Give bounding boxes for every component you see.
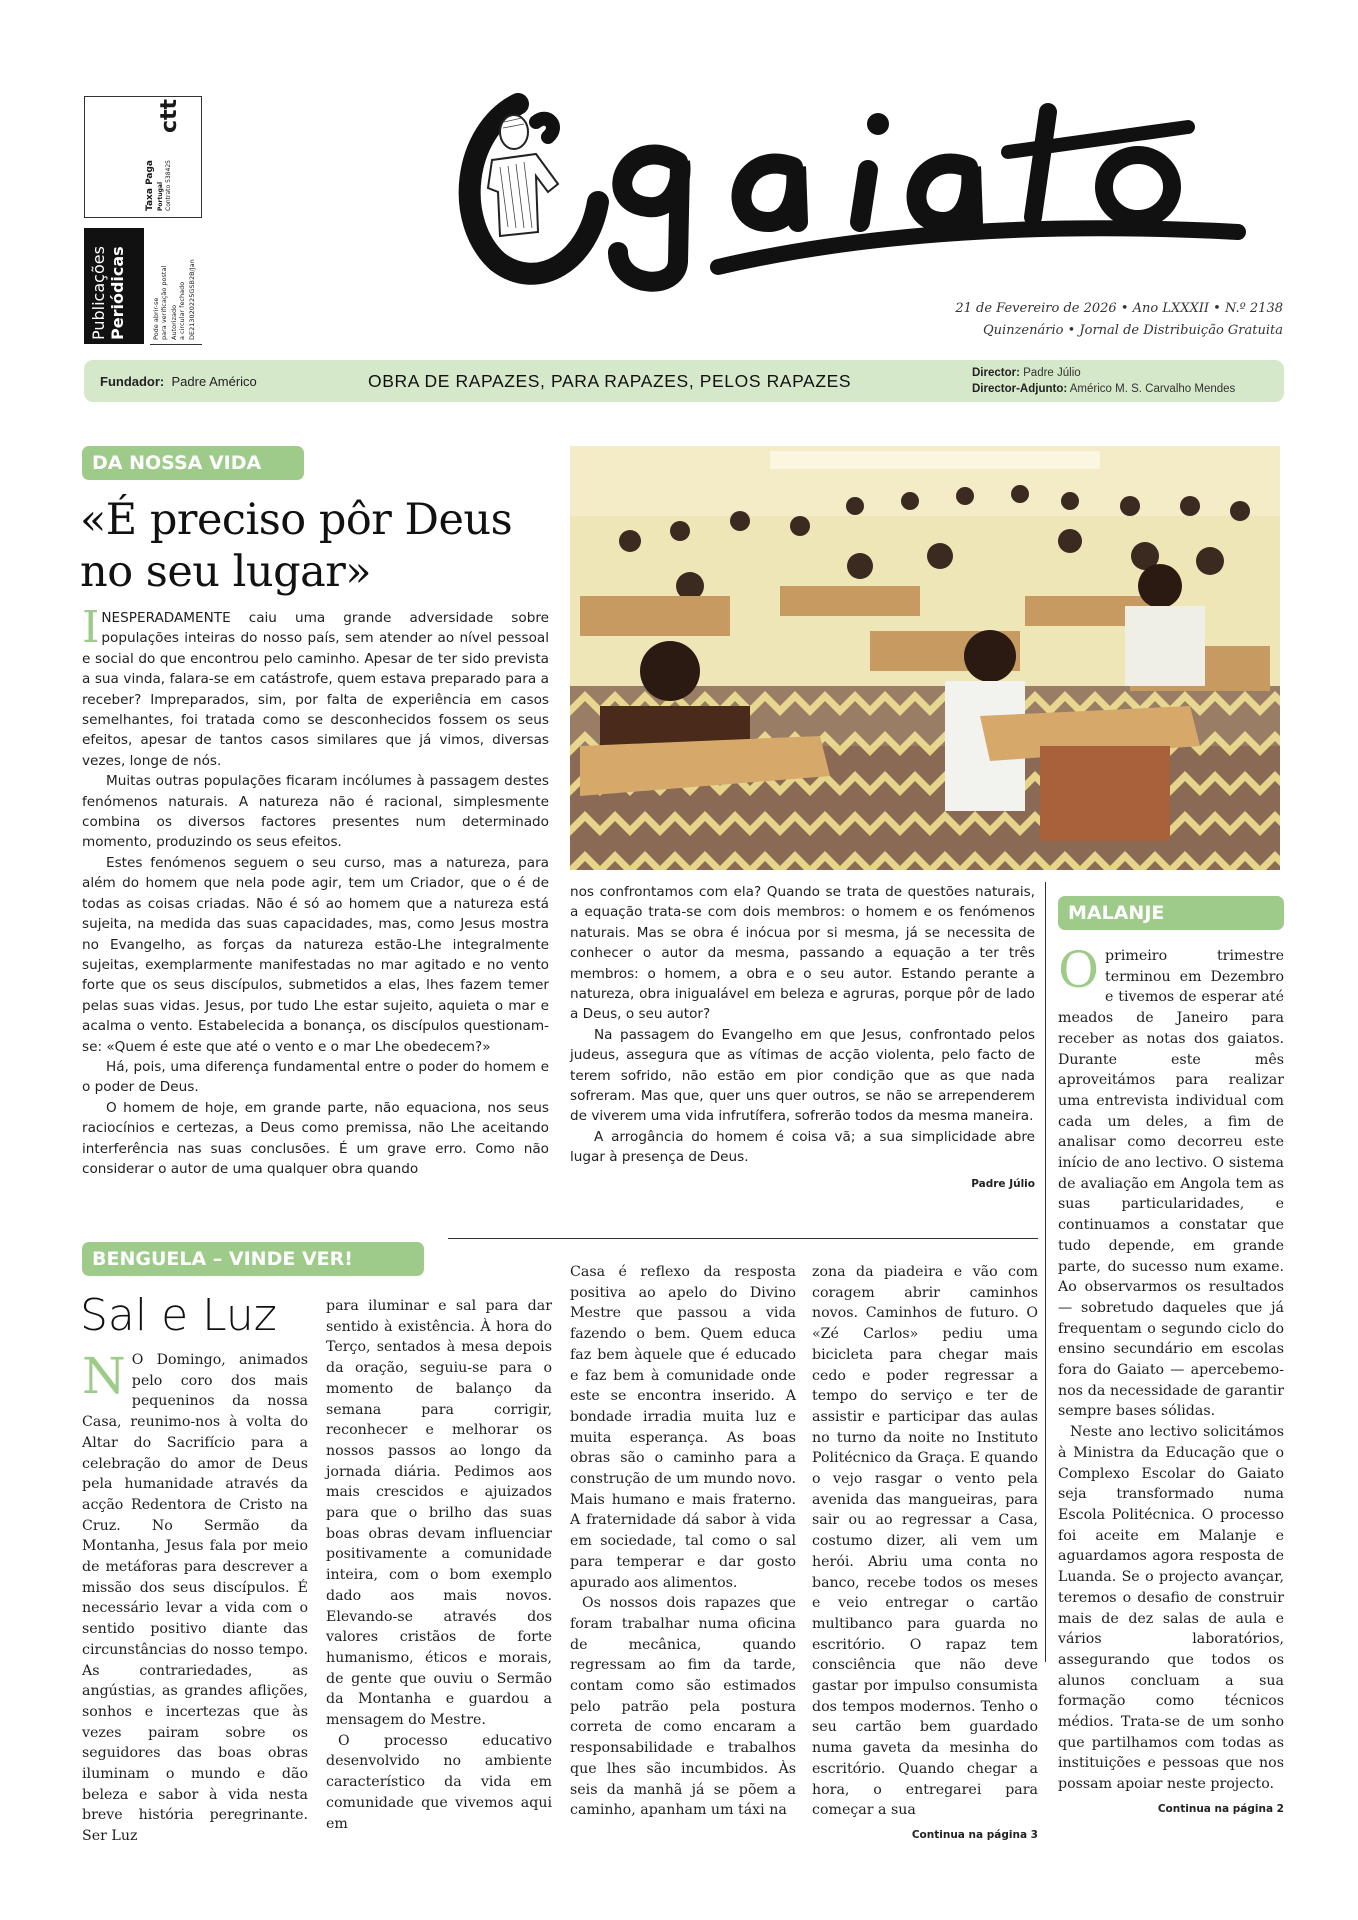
postal-notes: [150, 228, 202, 345]
continues-link[interactable]: Continua na página 2: [1157, 1802, 1284, 1815]
issue-meta-line1: [955, 298, 1283, 320]
postal-country: Portugal: [157, 181, 164, 211]
directors: [972, 365, 1235, 397]
article3-column-1: [82, 1347, 308, 1847]
postal-contract: Contrato 538425: [165, 160, 172, 211]
issue-frequency: Quinzenário: [983, 323, 1064, 338]
postal-note: a circular fechado: [178, 281, 186, 340]
postal-note: DE213020225GSB2B/Jan: [188, 259, 196, 340]
director: [972, 365, 1235, 381]
postal-note: para verificação postal: [160, 265, 168, 340]
postal-ctt-box: [84, 96, 202, 218]
section-tag-da-nossa-vida: DA NOSSA VIDA: [82, 446, 304, 480]
founder-name: Padre Américo: [171, 374, 257, 389]
article1-paragraph: O homem de hoje, em grande parte, não equaciona, nos seus raciocínios e certezas, a Deus como premissa, não Lhe aceitando interferência nas suas conclusões. É um grave erro. Como não considerar o autor de uma qualquer obra quando: [82, 1099, 549, 1177]
article2-paragraph: Neste ano lectivo solicitámos à Ministra da Educação que o Complexo Escolar do Gaiato seja transformado numa Escola Politécnica. O processo foi aceite em Malanje e aguardamos agora resposta de Luanda. Se o projecto avançar, teremos o desafio de construir mais de dez salas de aula e vários laboratórios, assegurando que todos os alunos concluam a sua formação como técnicos médios. Trata-se de um sonho que partilhamos com todas as instituições e pessoas que nos possam apoiar neste projecto.: [1058, 1424, 1284, 1793]
publicacoes-label: Publicações: [89, 246, 108, 340]
motto: OBRA DE RAPAZES, PARA RAPAZES, PELOS RAPAZES: [368, 371, 852, 391]
publicacoes-periodicas-box: [84, 228, 144, 344]
article1-paragraph: nos confrontamos com ela? Quando se trata de questões naturais, a equação trata-se com dois membros: o homem e os fenómenos naturais. Mas se obra é inócua por si mesma, já se necessita de conhecer o autor da mesma, passando a equação a ter três membros: o homem, a obra e o seu autor. Estando perante a natureza, obra inigualável em beleza e agruras, porque pôr de lado a Deus, o seu autor?: [570, 884, 1035, 1023]
drop-cap: I: [82, 602, 100, 653]
masthead-banner: [84, 360, 1284, 402]
article3-paragraph: Os nossos dois rapazes que foram trabalhar numa oficina de mecânica, quando regressam ao fim da tarde, contam como são estimados pelo patrão pela postura correta de como encaram a responsabilidade e trabalhos que lhes são incumbidos. Às seis da manhã já se põem a caminho, apanham um táxi na: [570, 1595, 796, 1819]
article1-column-2: [570, 882, 1035, 1190]
article3-column-3: [570, 1262, 796, 1821]
article3-title: Sal e Luz: [80, 1290, 277, 1341]
drop-cap: O: [1058, 941, 1099, 999]
article3-column-2: [326, 1296, 552, 1834]
classroom-photo: [570, 446, 1280, 870]
masthead-logo: [448, 92, 1298, 292]
drop-cap: N: [82, 1347, 126, 1405]
bullet-separator: •: [1120, 301, 1133, 316]
gaiato-logo-icon: [448, 92, 1298, 292]
bullet-separator: •: [1067, 323, 1080, 338]
section-tag-benguela: BENGUELA – VINDE VER!: [82, 1242, 424, 1276]
paragraph-text: NESPERADAMENTE caiu uma grande adversidade sobre populações inteiras do nosso país, sem atender ao nível pessoal e social do que encontrou pelo caminho. Apesar de ter sido prevista a sua vinda, falara-se em catástrofe, quem estava preparado para a receber? Impreparados, sim, por falta de experiência em casos semelhantes, foi tratada como se desconhecidos fossem os seus efeitos, apesar de tantos casos similares que já vimos, diversas vezes, longe de nós.: [82, 610, 549, 769]
article1-paragraph: [82, 602, 549, 771]
article1-title: [80, 494, 512, 598]
bullet-separator: •: [1213, 301, 1225, 316]
article1-paragraph: Há, pois, uma diferença fundamental entre o poder do homem e o poder de Deus.: [82, 1058, 549, 1096]
founder: [100, 374, 257, 389]
article1-paragraph: A arrogância do homem é coisa vã; a sua simplicidade abre lugar à presença de Deus.: [570, 1128, 1035, 1166]
paragraph-text: primeiro trimestre terminou em Dezembro e tivemos de esperar até meados de Janeiro para receber as notas dos gaiatos. Durante este mês aproveitámos para realizar uma entrevista individual com cada um deles, a fim de analisar como decorreu este início de ano lectivo. O sistema de avaliação em Angola tem as suas particularidades, e continuamos a constatar que tudo depende, em grande parte, do sucesso num exame. Ao observarmos os resultados — sobretudo daqueles que já frequentam o segundo ciclo do ensino secundário em escolas fora do Gaiato — apercebemo-nos da necessidade de garantir sempre bases sólidas.: [1058, 948, 1284, 1420]
issue-date: 21 de Fevereiro de 2026: [955, 301, 1117, 316]
article3-paragraph: [82, 1347, 308, 1847]
section-divider: [448, 1238, 1038, 1239]
issue-year: Ano LXXXII: [1132, 301, 1210, 316]
article3-paragraph: O processo educativo desenvolvido no ambiente característico da vida em comunidade que vivemos aqui em: [326, 1732, 552, 1832]
ctt-logo: ctt: [157, 98, 182, 133]
column-divider: [1045, 882, 1046, 1662]
postal-note: Pode abrir-se: [152, 297, 160, 340]
deputy-label: Director-Adjunto:: [972, 383, 1068, 395]
issue-distribution: Jornal de Distribuição Gratuita: [1079, 323, 1283, 338]
article1-paragraph: Muitas outras populações ficaram incólumes à passagem destes fenómenos naturais. A natureza não é racional, simplesmente combina os diversos factores presentes num determinado momento, produzindo os seus efeitos.: [82, 773, 549, 851]
issue-number: N.º 2138: [1224, 301, 1283, 316]
article2-paragraph: [1058, 941, 1284, 1422]
article1-paragraph: Na passagem do Evangelho em que Jesus, confrontado pelos judeus, assegura que as vítimas de acção violenta, pelo facto de terem sofrido, não estão em pior condição que as que nada sofreram. Mas que, quer uns quer outros, se não se arrependerem de viverem uma vida infrutífera, sofrerão todos da mesma maneira.: [570, 1026, 1035, 1125]
issue-meta-line2: [955, 320, 1283, 342]
article1-title-line: no seu lugar»: [80, 547, 372, 597]
article2-column: [1058, 941, 1284, 1815]
deputy-director: [972, 381, 1235, 397]
periodicas-label: Periódicas: [108, 246, 127, 340]
deputy-name: Américo M. S. Carvalho Mendes: [1069, 383, 1236, 395]
issue-meta: [955, 298, 1283, 342]
article3-paragraph: zona da piadeira e vão com coragem abrir caminhos novos. Caminhos de futuro. O «Zé Carlos» pediu uma bicicleta para chegar mais cedo e poder regressar a tempo do serviço e ter de assistir e participar das aulas no turno da noite no Instituto Politécnico da Graça. E quando o vejo rasgar o vento pela avenida das mangueiras, para sair ou ao regressar a Casa, costumo dizer, ali vem um herói. Abriu uma conta no banco, recebe todos os meses e veio entregar o cartão multibanco para guarda no escritório. O rapaz tem consciência que não deve gastar por impulso consumista dos tempos modernos. Tenho o seu cartão bem guardado numa gaveta da mesinha do escritório. Quando chegar a hora, o entregarei para começar a sua: [812, 1264, 1038, 1819]
article3-paragraph: para iluminar e sal para dar sentido à existência. À hora do Terço, sentados à mesa depois da oração, seguiu-se para o momento de balanço da semana para corrigir, reconhecer e melhorar os nossos passos ao longo da jornada diária. Pedimos aos mais crescidos e ajuizados para que o brilho das suas boas obras devam influenciar positivamente a comunidade inteira, com o bom exemplo dado aos mais novos. Elevando-se através dos valores cristãos de forte humanismo, éticos e morais, de gente que ouviu o Sermão da Montanha e guardou a mensagem do Mestre.: [326, 1298, 552, 1729]
director-label: Director:: [972, 367, 1020, 379]
founder-label: Fundador:: [100, 374, 165, 389]
postal-note: Autorizado: [170, 304, 178, 340]
article1-author: Padre Júlio: [971, 1177, 1035, 1190]
article1-paragraph: Estes fenómenos seguem o seu curso, mas a natureza, para além do homem que nela pode agir, tem um Criador, que o é de todas as coisas criadas. Não é só ao homem que a natureza está sujeita, na medida das suas capacidades, mas, como Jesus mostra no Evangelho, as forças da natureza estão-Lhe integralmente sujeitas, exemplarmente manifestadas no mar agitado e no vento forte que os seus discípulos, submetidos a elas, lhes fazem temer pelas suas vidas. Jesus, por tudo Lhe estar sujeito, aquieta o mar e acalma o vento. Estabelecida a bonança, os discípulos questionam-se: «Quem é este que até o vento e o mar Lhe obedecem?»: [82, 854, 549, 1055]
continues-link[interactable]: Continua na página 3: [911, 1828, 1038, 1841]
section-tag-malanje: MALANJE: [1058, 896, 1284, 930]
classroom-photo-icon: [570, 446, 1280, 870]
director-name: Padre Júlio: [1023, 367, 1081, 379]
article1-column-1: [82, 602, 549, 1179]
taxa-paga: Taxa Paga: [145, 159, 155, 211]
article3-paragraph: Casa é reflexo da resposta positiva ao apelo do Divino Mestre que passou a vida fazendo o bem. Quem educa faz bem àquele que é educado e faz bem à comunidade onde este se encontra inserido. A bondade irradia muita luz e muita esperança. As boas obras são o caminho para a construção de um mundo novo. Mais humano e mais fraterno. A fraternidade dá sabor à vida em sociedade, tal como o sal para temperar e dar gosto apurado aos alimentos.: [570, 1264, 796, 1591]
article1-title-line: «É preciso pôr Deus: [80, 495, 513, 545]
article3-column-4: [812, 1262, 1038, 1841]
paragraph-text: O Domingo, animados pelo coro dos mais pequeninos da nossa Casa, reunimo-nos à volta do Altar do Sacrifício para a celebração do amor de Deus pela humanidade através da acção Redentora de Cristo na Cruz. No Sermão da Montanha, Jesus fala por meio de metáforas para descrever a missão dos seus discípulos. É necessário levar a vida com o sentido positivo diante das circunstâncias do nosso tempo. As contrariedades, as angústias, as grandes aflições, sonhos e incertezas que às vezes pairam sobre os seguidores das boas obras iluminam o mundo e dão beleza e sabor à vida nesta breve história peregrinante. Ser Luz: [82, 1352, 308, 1845]
